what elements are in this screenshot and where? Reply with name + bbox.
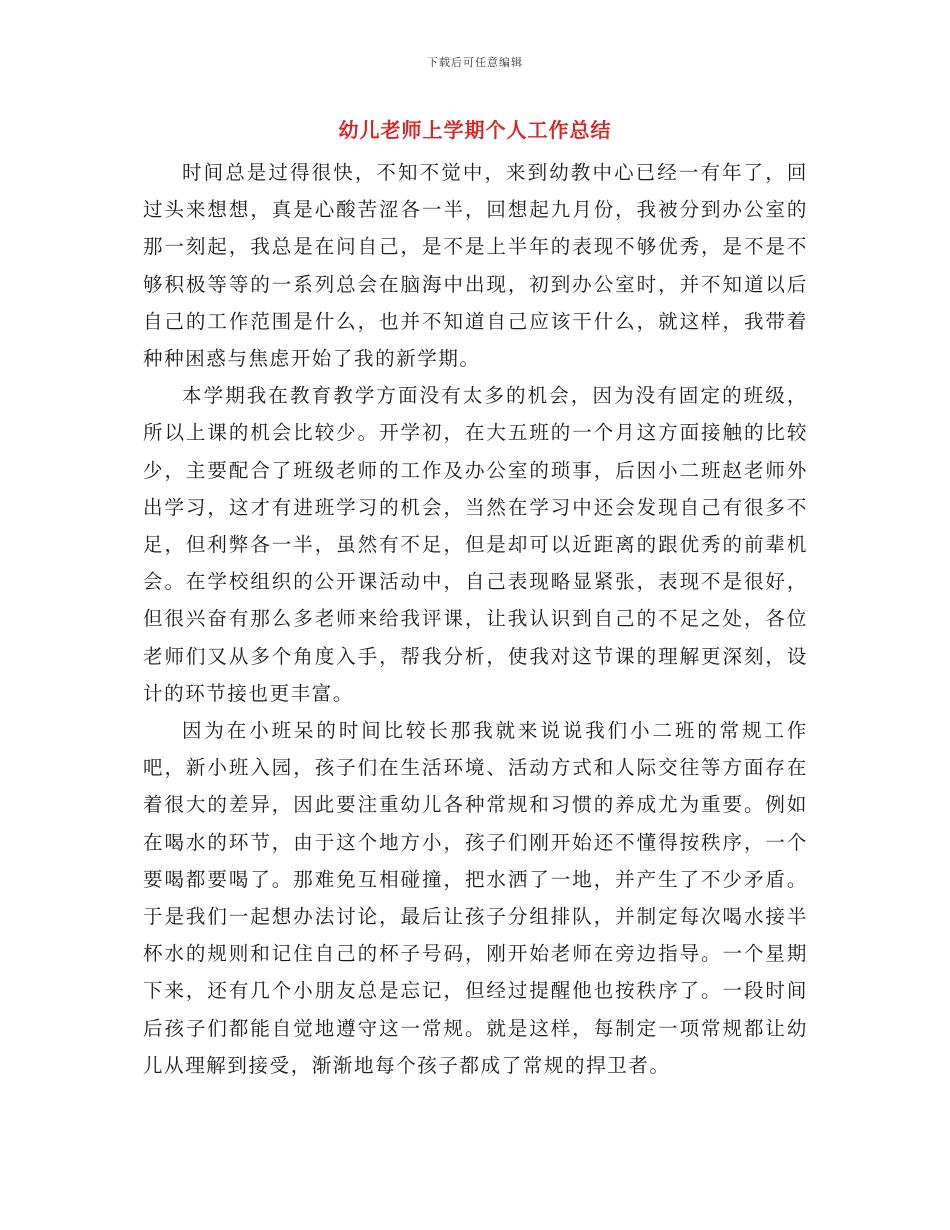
paragraph-3: 因为在小班呆的时间比较长那我就来说说我们小二班的常规工作吧，新小班入园，孩子们在生活环境、活动方式和人际交往等方面存在着很大的差异，因此要注重幼儿各种常规和习惯的养成尤为重要。例如在喝水的环节，由于这个地方小，孩子们刚开始还不懂得按秩序，一个要喝都要喝了。那难免互相碰撞，把水洒了一地，并产生了不少矛盾。于是我们一起想办法讨论，最后让孩子分组排队，并制定每次喝水接半杯水的规则和记住自己的杯子号码，刚开始老师在旁边指导。一个星期下来，还有几个小朋友总是忘记，但经过提醒他也按秩序了。一段时间后孩子们都能自觉地遵守这一常规。就是这样，每制定一项常规都让幼儿从理解到接受，渐渐地每个孩子都成了常规的捍卫者。 (143, 719, 808, 1077)
document-body (143, 154, 808, 1084)
page-header-note: 下载后可任意编辑 (427, 56, 523, 69)
paragraph-2: 本学期我在教育教学方面没有太多的机会，因为没有固定的班级，所以上课的机会比较少。开学初，在大五班的一个月这方面接触的比较少，主要配合了班级老师的工作及办公室的琐事，后因小二班赵老师外出学习，这才有进班学习的机会，当然在学习中还会发现自己有很多不足，但利弊各一半，虽然有不足，但是却可以近距离的跟优秀的前辈机会。在学校组织的公开课活动中，自己表现略显紧张，表现不是很好，但很兴奋有那么多老师来给我评课，让我认识到自己的不足之处，各位老师们又从多个角度入手，帮我分析，使我对这节课的理解更深刻，设计的环节接也更丰富。 (143, 384, 808, 705)
document-title: 幼儿老师上学期个人工作总结 (338, 118, 612, 142)
paragraph-1: 时间总是过得很快，不知不觉中，来到幼教中心已经一有年了，回过头来想想，真是心酸苦涩各一半，回想起九月份，我被分到办公室的那一刻起，我总是在问自己，是不是上半年的表现不够优秀，是不是不够积极等等的一系列总会在脑海中出现，初到办公室时，并不知道以后自己的工作范围是什么，也并不知道自己应该干什么，就这样，我带着种种困惑与焦虑开始了我的新学期。 (143, 161, 808, 371)
